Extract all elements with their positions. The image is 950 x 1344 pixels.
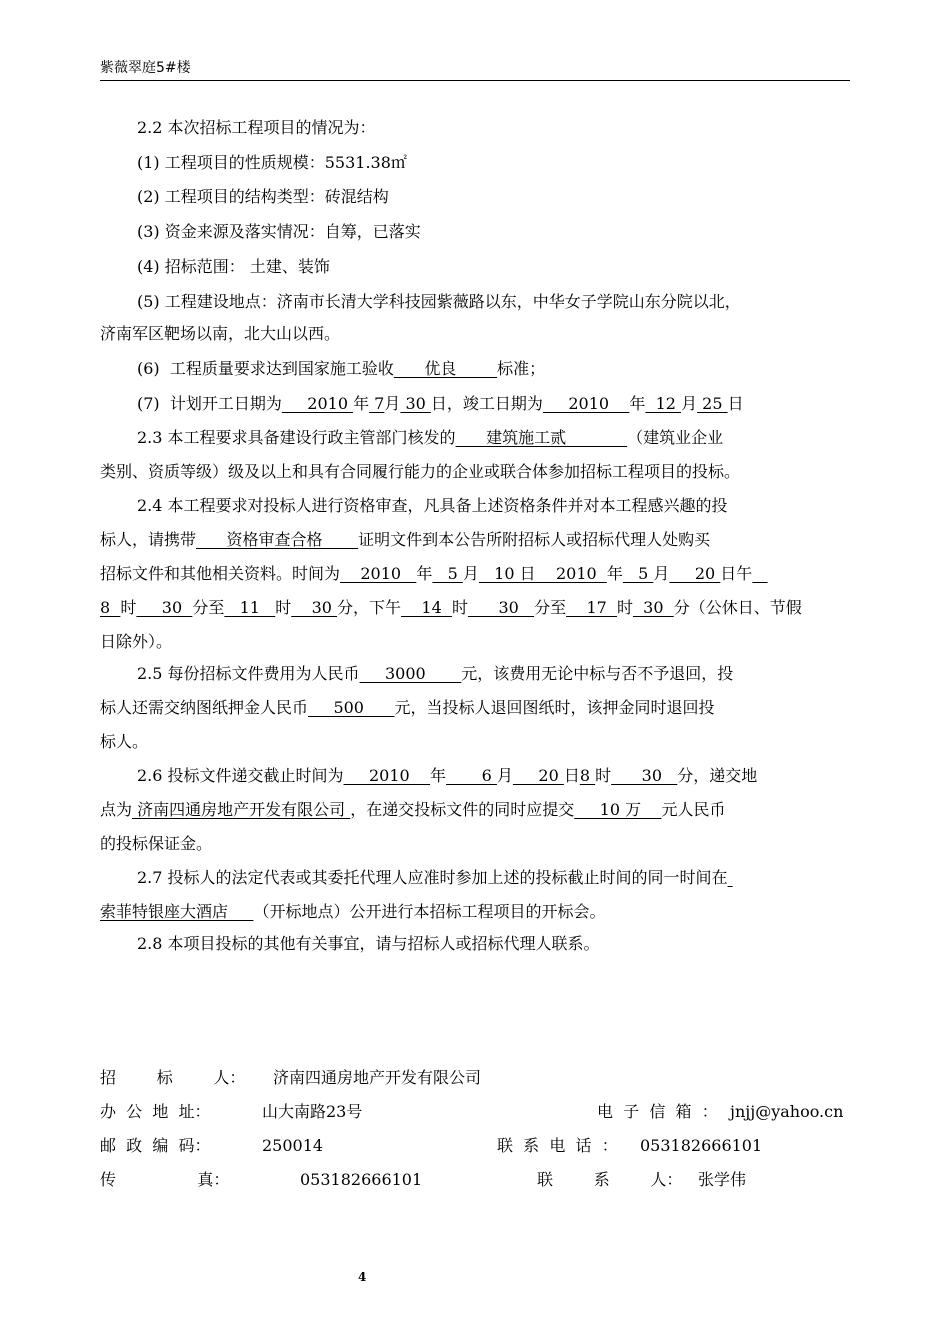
section-2-3-line2: 类别、资质等级）级及以上和具有合同履行能力的企业或联合体参加招标工程项目的投标。 [100, 462, 741, 481]
blank [728, 868, 733, 887]
text: 时 [595, 766, 612, 785]
text: 证明文件到本公告所附招标人或招标代理人处购买 [358, 530, 711, 549]
fee-amount: 3000 [359, 664, 462, 683]
blank [752, 564, 767, 583]
hour: 8 [579, 766, 596, 785]
item-7-text: (7) 计划开工日期为 [137, 394, 282, 413]
text: 分至 [534, 598, 567, 617]
start-month: 7 [369, 394, 385, 413]
section-2-4-line1: 2.4 本工程要求对投标人进行资格审查，凡具备上述资格条件并对本工程感兴趣的投 [137, 496, 728, 515]
phone-value: 053182666101 [640, 1136, 763, 1155]
section-2-5-line3: 标人。 [100, 732, 149, 751]
text: 月 [462, 564, 479, 583]
postcode-value: 250014 [262, 1136, 324, 1155]
item-6-suffix: 标准； [497, 359, 546, 378]
contact-label: 联 系 人： [537, 1170, 683, 1189]
bond-amount: 10 万 [574, 800, 662, 819]
text: 年 [430, 766, 447, 785]
quality-standard: 优良 [393, 359, 498, 378]
text: 招标文件和其他相关资料。时间为 [100, 564, 341, 583]
item-5-line1: (5) 工程建设地点：济南市长清大学科技园紫薇路以东，中华女子学院山东分院以北， [137, 292, 741, 311]
text: （建筑业企业 [627, 428, 724, 447]
item-7 [137, 393, 897, 415]
text: 年 [416, 564, 433, 583]
text: 元，该费用无论中标与否不予退回，投 [461, 664, 734, 683]
page-number: 4 [358, 1270, 367, 1284]
section-2-4-line2 [100, 529, 860, 551]
email-value: jnjj@yahoo.cn [730, 1102, 844, 1121]
hour: 17 [566, 598, 617, 617]
text: 日 [563, 766, 580, 785]
hour: 8 [100, 598, 121, 617]
postcode-label: 邮 政 编 码： [100, 1136, 211, 1155]
item-1: (1) 工程项目的性质规模：5531.38㎡ [137, 153, 407, 172]
section-2-6-line3: 的投标保证金。 [100, 834, 213, 853]
minute: 30 [611, 766, 678, 785]
text: 日午 [720, 564, 753, 583]
text: 2.7 投标人的法定代表或其委托代理人应准时参加上述的投标截止时间的同一时间在 [137, 868, 728, 887]
section-2-6-line1 [137, 765, 897, 787]
end-year: 2010 [542, 394, 630, 413]
section-2-6-line2 [100, 799, 860, 821]
hour: 11 [224, 598, 276, 617]
text: 元人民币 [661, 800, 726, 819]
minute: 30 [633, 598, 674, 617]
text: 分，递交地 [677, 766, 758, 785]
text: 元，当投标人退回图纸时，该押金同时退回投 [394, 698, 715, 717]
text: 2.6 投标文件递交截止时间为 [137, 766, 344, 785]
month: 5 [432, 564, 463, 583]
text: ，在递交投标文件的同时应提交 [350, 800, 575, 819]
text: 分至 [192, 598, 225, 617]
section-2-7-line1 [137, 867, 897, 889]
text: 月 [384, 394, 401, 413]
item-3: (3) 资金来源及落实情况：自筹，已落实 [137, 222, 421, 241]
section-2-5-line1 [137, 663, 897, 685]
header-title: 紫薇翠庭5#楼 [100, 60, 191, 76]
day: 20 [512, 766, 564, 785]
tenderer-value: 济南四通房地产开发有限公司 [273, 1068, 482, 1087]
text: 日 [727, 394, 744, 413]
month: 5 [622, 564, 654, 583]
text: 标人，请携带 [100, 530, 197, 549]
fax-label: 传 真： [100, 1170, 230, 1189]
fax-value: 053182666101 [300, 1170, 423, 1189]
qualification-doc: 资格审查合格 [196, 530, 359, 549]
year: 2010 [343, 766, 431, 785]
minute: 30 [291, 598, 338, 617]
text: 时 [451, 598, 468, 617]
section-2-2: 2.2 本次招标工程项目的情况为： [137, 118, 376, 137]
phone-label: 联 系 电 话 ： [497, 1136, 618, 1155]
end-day: 25 [697, 394, 728, 413]
section-2-4-line3 [100, 563, 860, 585]
text: 时 [120, 598, 137, 617]
text: 日，竣工日期为 [430, 394, 543, 413]
submission-location: 济南四通房地产开发有限公司 [132, 800, 351, 819]
section-2-3-line1 [137, 427, 897, 449]
text: 2.3 本工程要求具备建设行政主管部门核发的 [137, 428, 456, 447]
day: 20 [669, 564, 721, 583]
address-value: 山大南路23号 [262, 1102, 363, 1121]
opening-location: 索菲特银座大酒店 [100, 902, 254, 921]
month: 6 [446, 766, 497, 785]
text: 2.5 每份招标文件费用为人民币 [137, 664, 360, 683]
start-year: 2010 [281, 394, 354, 413]
address-label: 办 公 地 址： [100, 1102, 211, 1121]
text: 分（公休日、节假 [673, 598, 802, 617]
end-month: 12 [645, 394, 682, 413]
text: 点为 [100, 800, 133, 819]
minute: 30 [467, 598, 535, 617]
item-4: (4) 招标范围： 土建、装饰 [137, 257, 330, 276]
section-2-8: 2.8 本项目投标的其他有关事宜，请与招标人或招标代理人联系。 [137, 934, 600, 953]
year: 2010 [340, 564, 417, 583]
text: 年 [353, 394, 370, 413]
qualification: 建筑施工贰 [455, 428, 628, 447]
text: 月 [496, 766, 513, 785]
text: 标人还需交纳图纸押金人民币 [100, 698, 309, 717]
text: 分，下午 [337, 598, 402, 617]
section-2-7-line2 [100, 901, 860, 923]
page-header [100, 58, 850, 81]
email-label: 电 子 信 箱 ： [597, 1102, 718, 1121]
text: 年 [606, 564, 623, 583]
hour: 14 [401, 598, 452, 617]
item-5-line2: 济南军区靶场以南，北大山以西。 [100, 324, 341, 343]
tenderer-label: 招 标 人： [100, 1068, 246, 1087]
start-day: 30 [400, 394, 431, 413]
minute: 30 [136, 598, 193, 617]
text: 时 [275, 598, 292, 617]
contact-value: 张学伟 [698, 1170, 747, 1189]
section-2-4-line4 [100, 597, 860, 619]
text: 年 [629, 394, 646, 413]
text: （开标地点）公开进行本招标工程项目的开标会。 [253, 902, 606, 921]
text: 月 [681, 394, 698, 413]
item-6 [137, 358, 897, 380]
deposit-amount: 500 [308, 698, 395, 717]
section-2-4-line5: 日除外）。 [100, 632, 173, 651]
text: 月 [653, 564, 670, 583]
day-year: 10 日 2010 [478, 564, 607, 583]
section-2-5-line2 [100, 697, 860, 719]
text: 时 [616, 598, 633, 617]
item-2: (2) 工程项目的结构类型：砖混结构 [137, 187, 389, 206]
item-6-text: (6) 工程质量要求达到国家施工验收 [137, 359, 394, 378]
